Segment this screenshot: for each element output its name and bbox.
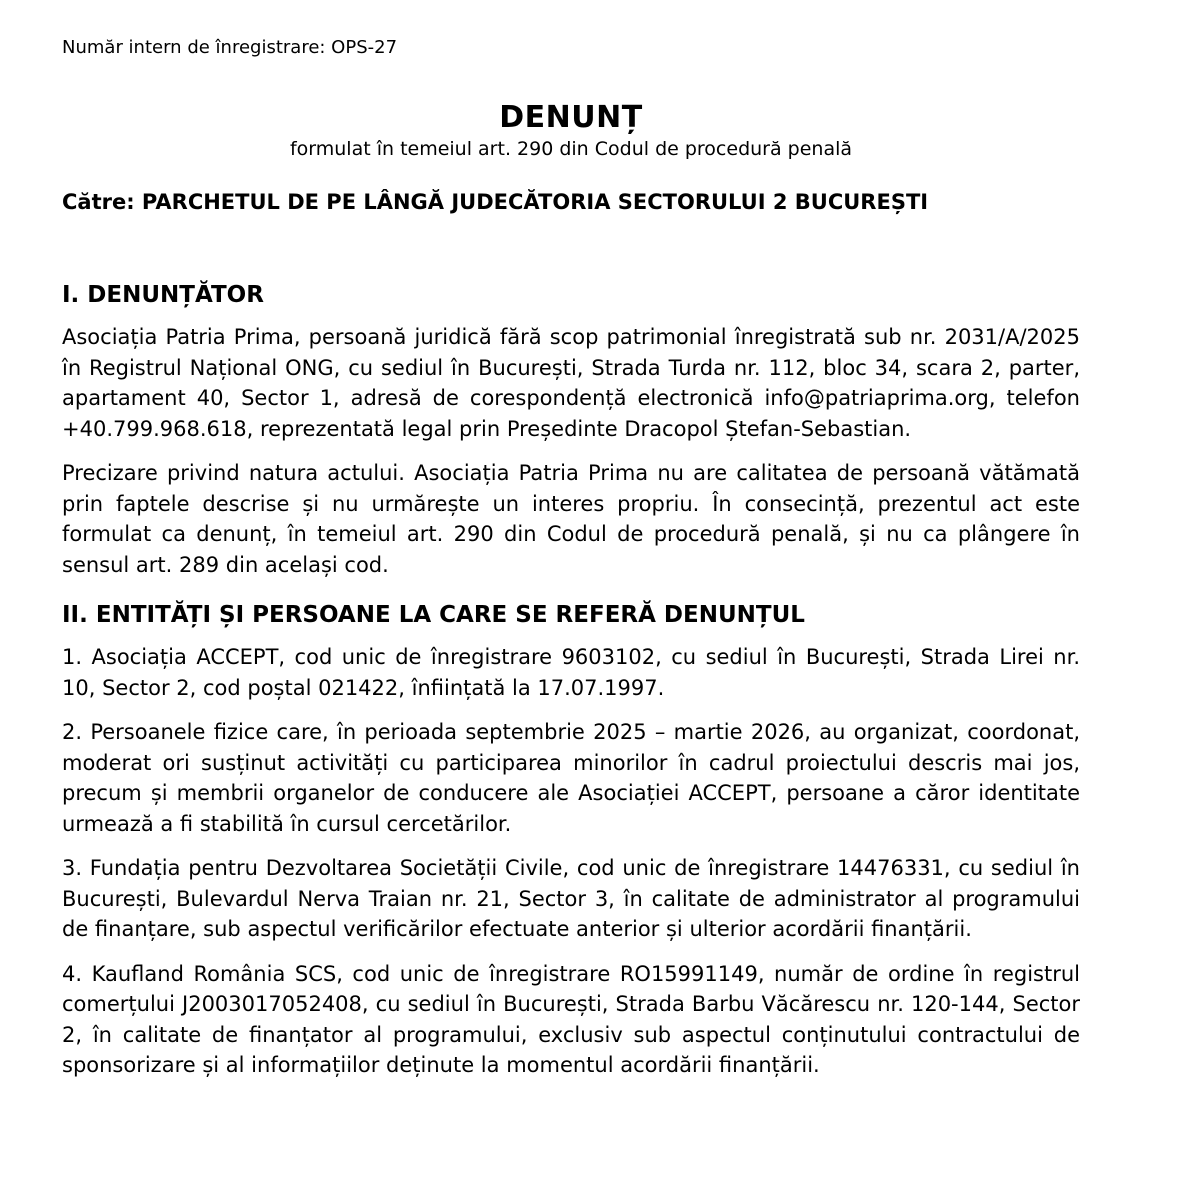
act-nature-paragraph: Precizare privind natura actului. Asociația Patria Prima nu are calitatea de persoană vătămată prin faptele descrise și nu urmărește un interes propriu. În consecință, prezentul act este formulat ca denunț, în temeiul art. 290 din Codul de procedură penală, și nu ca plângere în sensul art. 289 din același cod. [62, 461, 1080, 577]
registration-number: Număr intern de înregistrare: OPS-27 [62, 37, 398, 58]
denuntator-identity-paragraph: Asociația Patria Prima, persoană juridică fără scop patrimonial înregistrată sub nr. 2031/A/2025 în Registrul Național ONG, cu sediul în București, Strada Turda nr. 112, bloc 34, scara 2, parter, apartament 40, Sector 1, adresă de corespondență electronică info@patriaprima.org, telefon +40.799.968.618, reprezentată legal prin Președinte Dracopol Ștefan-Sebastian. [62, 325, 1080, 441]
list-item: 1. Asociația ACCEPT, cod unic de înregistrare 9603102, cu sediul în București, Strada Lirei nr. 10, Sector 2, cod poștal 021422, înființată la 17.07.1997. [62, 645, 1080, 700]
document-title: DENUNȚ [499, 100, 643, 135]
list-item: 2. Persoanele fizice care, în perioada septembrie 2025 – martie 2026, au organizat, coordonat, moderat ori susținut activități cu participarea minorilor în cadrul proiectului descris mai jos, precum și membrii organelor de conducere ale Asociației ACCEPT, persoane a căror identitate urmează a fi stabilită în cursul cercetărilor. [62, 720, 1080, 836]
section-heading-denuntator: I. DENUNȚĂTOR [62, 282, 264, 308]
recipient-line: Către: PARCHETUL DE PE LÂNGĂ JUDECĂTORIA SECTORULUI 2 BUCUREȘTI [62, 190, 929, 214]
section-heading-entitati: II. ENTITĂȚI ȘI PERSOANE LA CARE SE REFERĂ DENUNȚUL [62, 602, 805, 628]
document-subtitle: formulat în temeiul art. 290 din Codul de procedură penală [289, 138, 853, 160]
list-item: 3. Fundația pentru Dezvoltarea Societății Civile, cod unic de înregistrare 14476331, cu sediul în București, Bulevardul Nerva Traian nr. 21, Sector 3, în calitate de administrator al programului de finanțare, sub aspectul verificărilor efectuate anterior și ulterior acordării finanțării. [62, 856, 1080, 941]
list-item: 4. Kaufland România SCS, cod unic de înregistrare RO15991149, număr de ordine în registrul comerțului J2003017052408, cu sediul în București, Strada Barbu Văcărescu nr. 120-144, Sector 2, în calitate de finanțator al programului, exclusiv sub aspectul conținutului contractului de sponsorizare și al informațiilor deținute la momentul acordării finanțării. [62, 961, 1080, 1077]
